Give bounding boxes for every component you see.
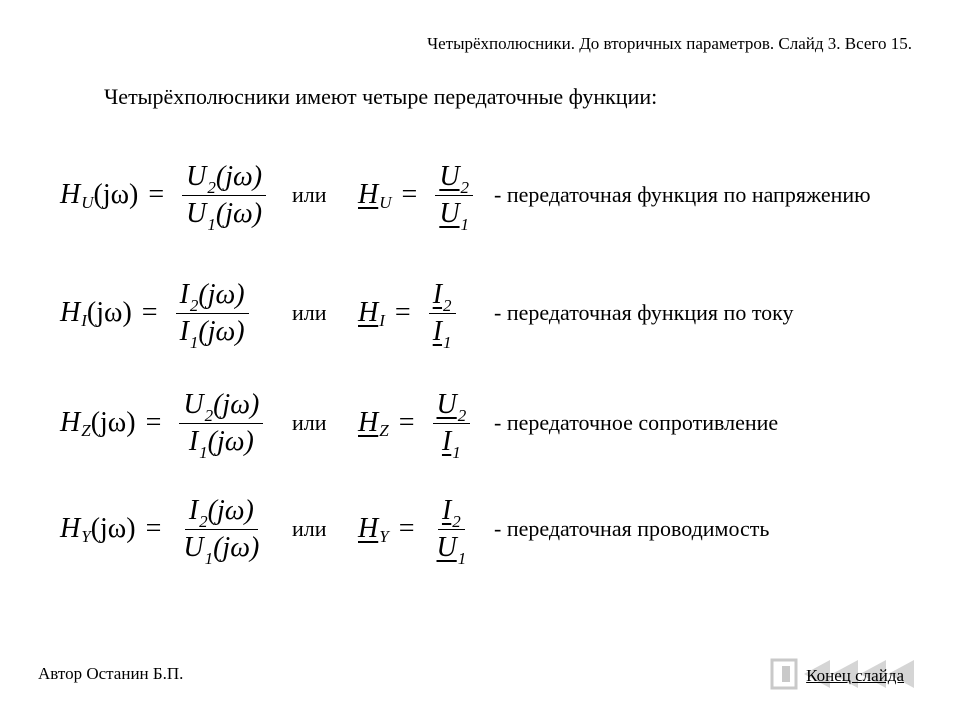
intro-text: Четырёхполюсники имеют четыре передаточные функции:: [104, 84, 658, 109]
author-label: Автор Останин Б.П.: [38, 664, 184, 683]
short-formula: H Y = $\frac{I_2}{U_1}$: [358, 495, 467, 568]
fraction: $\frac{I_2(j\omega)}{U_1(j\omega)}$: [183, 495, 260, 568]
transfer-function-row: [0, 378, 960, 468]
transfer-function-row: [0, 268, 960, 358]
full-formula: H U (jω) = $\frac{U_2(j\omega)}{U_1(j\omega)}$: [60, 150, 266, 240]
short-formula: H Z = $\frac{U_2}{I_1}$: [358, 378, 470, 468]
transfer-function-row: [0, 150, 960, 240]
or-label: или: [292, 516, 327, 541]
slide-header: Четырёхполюсники. До вторичных параметров. Слайд 3. Всего 15.: [427, 34, 912, 53]
or-label: или: [292, 410, 327, 435]
transfer-function-row: [0, 484, 960, 574]
short-formula: H U = $\frac{U_2}{U_1}$: [358, 150, 473, 240]
full-formula: H Y (jω) = $\frac{I_2(j\omega)}{U_1(j\omega)}$: [60, 484, 263, 574]
function-description: - передаточная проводимость: [494, 516, 770, 541]
function-description: - передаточная функция по току: [494, 300, 794, 325]
end-slide-link[interactable]: Конец слайда: [806, 666, 904, 685]
full-formula: H Z (jω) = $\frac{U_2(j\omega)}{I_1(j\omega)}$: [60, 378, 263, 468]
or-label: или: [292, 300, 327, 325]
function-description: - передаточная функция по напряжению: [494, 182, 871, 207]
fraction: $\frac{U_2(j\omega)}{U_1(j\omega)}$: [182, 162, 266, 228]
fraction: $\frac{I_2(j\omega)}{I_1(j\omega)}$: [176, 280, 249, 346]
short-formula: H I = $\frac{I_2}{I_1}$: [358, 268, 456, 358]
function-description: - передаточное сопротивление: [494, 410, 779, 435]
fraction: $\frac{U_2(j\omega)}{I_1(j\omega)}$: [179, 390, 263, 456]
full-formula: H I (jω) = $\frac{I_2(j\omega)}{I_1(j\omega)}$: [60, 268, 249, 358]
or-label: или: [292, 182, 327, 207]
